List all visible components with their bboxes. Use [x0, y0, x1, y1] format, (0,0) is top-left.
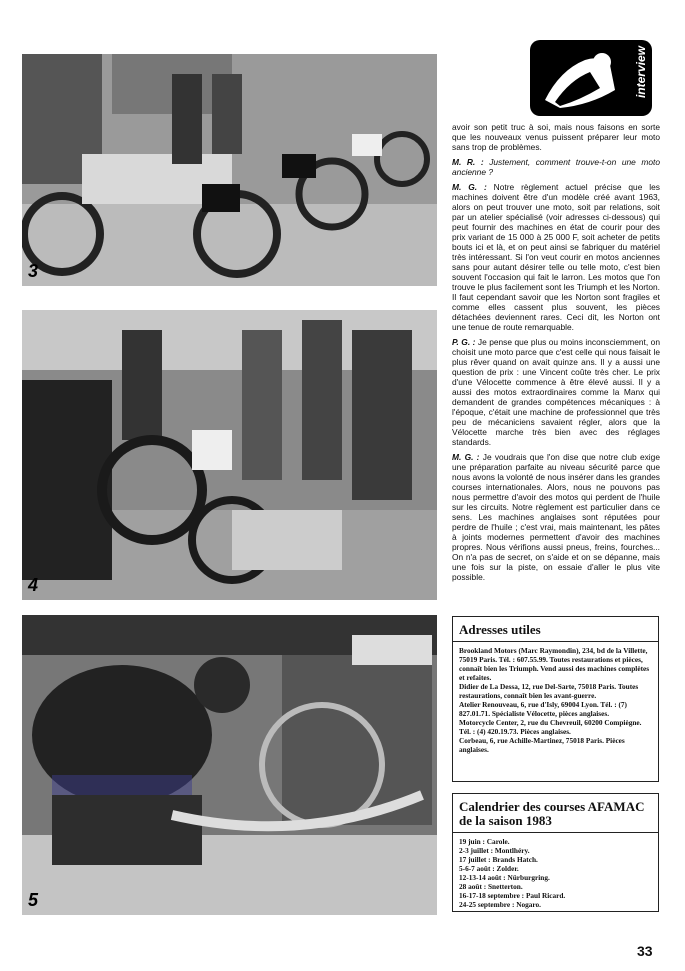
photo-4-image: [22, 310, 437, 600]
article-text: avoir son petit truc à soi, mais nous faisons en sorte que les nouveaux venus puissent préparer leur moto sans trop de problèmes.: [452, 122, 660, 152]
calendar-entry: 19 juin : Carole.: [459, 837, 510, 846]
photo-motorcycles-paddock: [22, 54, 437, 286]
question-text: Justement, comment trouve-t-on une moto ancienne ?: [452, 157, 660, 177]
answer-paragraph: [452, 452, 660, 582]
useful-addresses-box: [452, 616, 659, 782]
page-number: 33: [637, 943, 653, 959]
article-paragraph: [452, 122, 660, 152]
photo-number: 5: [28, 890, 39, 910]
interview-logo: [530, 40, 652, 116]
photo-number: 4: [28, 575, 39, 595]
address-entry: Corbeau, 6, rue Achille-Martinez, 75018 Paris. Pièces anglaises.: [459, 736, 625, 754]
divider: [453, 832, 658, 833]
answer-text: Je pense que plus ou moins inconsciemment, on choisit une moto parce que c'est celle qui nous faisait le plus rêver quand on avait quinze ans. Il y a aussi une question de prix : une Vincent coûte très cher. Le prix d'une Vélocette commence à être élevé aussi. Il y a aussi des motos extraordinaires comme la Manx qui demandent de grandes compétences mécaniques : à l'époque, c'était une machine de professionnel que très peu de mécaniciens savaient régler, alors que la Vélocette marche très bien avec des réglages standards.: [452, 337, 660, 447]
speaker-label: M. R. :: [452, 157, 484, 167]
calendar-entry: 2-3 juillet : Montlhéry.: [459, 846, 530, 855]
calendar-entry: 28 août : Snetterton.: [459, 882, 523, 891]
calendar-entry: 12-13-14 août : Nürburgring.: [459, 873, 550, 882]
address-entry: Atelier Renouveau, 6, rue d'Isly, 69004 Lyon. Tél. : (7) 827.01.71. Spécialiste Vélocette, pièces anglaises.: [459, 700, 627, 718]
calendar-entry: 17 juillet : Brands Hatch.: [459, 855, 538, 864]
speaker-label: M. G. :: [452, 182, 487, 192]
speaker-label: P. G. :: [452, 337, 476, 347]
address-entry: Motorcycle Center, 2, rue du Chevreuil, 60200 Compiègne. Tél. : (4) 420.19.73. Pièces anglaises.: [459, 718, 642, 736]
answer-text: Notre règlement actuel précise que les machines doivent être d'un modèle créé avant 1963, alors on peut trouver une moto, soit par relations, soit par un atelier spécialisé (voir adresses ci-dessous) qui peut fournir des machines en état de courir pour des prix variant de 15 000 à 25 000 F, soit acheter de petits bouts ici et là, et on peut ainsi se fabriquer du matériel très intéressant. Si l'on veut courir en motos anciennes sans pour autant désirer telle ou telle moto, c'est bien souvent l'occasion qui fait le larron. Les motos que l'on trouve le plus facilement sont les Triumph et les Norton. Il faut cependant savoir que les Norton sont fragiles et comme elles cassent plus souvent, les pièces détachées deviennent rares. Ceci dit, les Norton ont une tenue de route remarquable.: [452, 182, 660, 332]
answer-text: Je voudrais que l'on dise que notre club exige une préparation parfaite au niveau sécurité parce que nous avons la volonté de nous insérer dans les grandes courses internationales. Alors, nous ne pouvons pas nous permettre d'avoir des motos qui perdent de l'huile sur les circuits. Notre règlement est particulier dans ce sens. Les machines anglaises sont réputées pour perdre de l'huile ; c'est vrai, mais maintenant, les pâtes à joints modernes permettent d'avoir des machines propres. Nous vérifions aussi pneus, freins, fourches... On n'a pas de secret, on s'aide et on se dépanne, mais une fois sur la piste, on essaie d'aller le plus vite possible.: [452, 452, 660, 582]
address-entry: Didier de La Dessa, 12, rue Del-Sarte, 75018 Paris. Toutes restaurations, connaît bien les avant-guerre.: [459, 682, 639, 700]
box-title: Adresses utiles: [459, 622, 541, 637]
photo-mechanics-workshop: [22, 310, 437, 600]
calendar-entry: 24-25 septembre : Nogaro.: [459, 900, 542, 909]
box-title: Calendrier des courses AFAMAC de la saison 1983: [459, 799, 645, 828]
race-calendar-box: [452, 793, 659, 912]
box-body: [459, 646, 652, 754]
photo-number: 3: [28, 261, 39, 281]
photo-5-image: [22, 615, 437, 915]
calendar-entry: 16-17-18 septembre : Paul Ricard.: [459, 891, 566, 900]
calendar-entry: 5-6-7 août : Zolder.: [459, 864, 519, 873]
answer-paragraph: [452, 337, 660, 447]
question-paragraph: [452, 157, 660, 177]
answer-paragraph: [452, 182, 660, 332]
photo-man-repairing-motorcycle: [22, 615, 437, 915]
speaker-label: M. G. :: [452, 452, 480, 462]
logo-text: interview: [634, 46, 648, 99]
box-body: [459, 837, 652, 909]
divider: [453, 641, 658, 642]
photo-3-image: [22, 54, 437, 286]
article-column: [452, 122, 660, 587]
address-entry: Brookland Motors (Marc Raymondin), 234, bd de la Villette, 75019 Paris. Tél. : 607.55.99. Toutes restaurations et pièces, connaît bien les Triumph. Vend aussi des machines complètes et refaites.: [459, 646, 650, 682]
